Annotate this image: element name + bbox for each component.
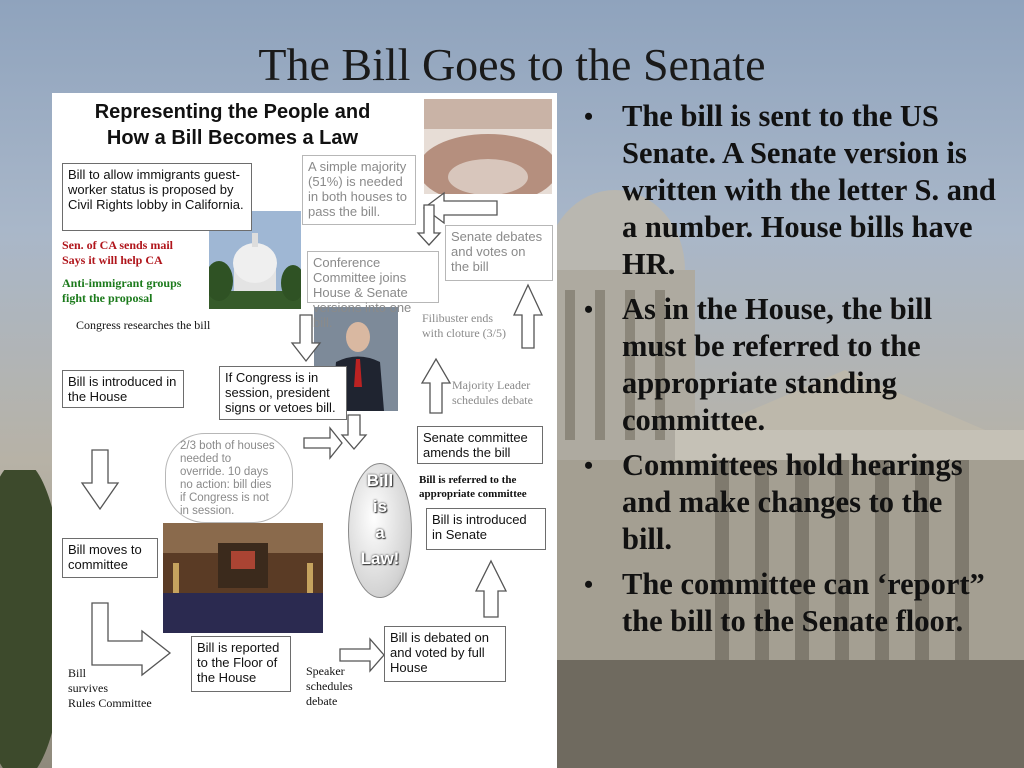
arrow-left-majority (424, 193, 497, 223)
note-majority-leader-line-2: schedules debate (452, 393, 533, 407)
note-majority-leader-line-1: Majority Leader (452, 378, 531, 392)
box-veto-override: 2/3 both of houses needed to override. 10 days no action: bill dies if Congress is not in session. (165, 433, 293, 523)
bullet-text: The bill is sent to the US Senate. A Senate version is written with the letter S. and a number. House bills have HR. (622, 99, 996, 281)
box-conference-committee: Conference Committee joins House & Senate versions into one bill. (307, 251, 439, 303)
bullet-text: As in the House, the bill must be referred to the appropriate standing committee. (622, 292, 933, 437)
bullet-dot: • (584, 102, 594, 131)
law-word-2: is (372, 497, 388, 516)
note-filibuster (422, 311, 506, 341)
box-reported-floor: Bill is reported to the Floor of the House (191, 636, 291, 692)
box-introduced-house: Bill is introduced in the House (62, 370, 184, 408)
note-referred-line-2: appropriate committee (419, 488, 527, 500)
note-anti-immigrant-line-2: fight the proposal (62, 291, 153, 305)
box-moves-committee: Bill moves to committee (62, 538, 158, 578)
box-senate-debates: Senate debates and votes on the bill (445, 225, 553, 281)
arrow-bent-reported (92, 603, 170, 675)
note-referred-committee (419, 473, 527, 501)
arrow-up-majority (422, 359, 450, 413)
note-rules-line-3: Rules Committee (68, 696, 152, 710)
bullet-item (578, 98, 998, 283)
bullet-item (578, 447, 998, 558)
box-immigrants-proposal: Bill to allow immigrants guest-worker status is proposed by Civil Rights lobby in California. (62, 163, 252, 231)
note-speaker-schedules (306, 664, 353, 709)
box-senate-committee-amends: Senate committee amends the bill (417, 426, 543, 464)
note-filibuster-line-2: with cloture (3/5) (422, 326, 506, 340)
arrow-up-senate (476, 561, 506, 617)
law-word-3: a (375, 523, 385, 542)
bullet-text: Committees hold hearings and make changes to the bill. (622, 448, 963, 556)
arrow-up-filibuster (514, 285, 542, 348)
bullet-item (578, 291, 998, 439)
senate-bullet-list (578, 98, 998, 648)
box-debated-voted: Bill is debated on and voted by full House (384, 626, 506, 682)
note-speaker-line-2: schedules (306, 679, 353, 693)
law-word-1: Bill (366, 471, 394, 490)
note-referred-line-1: Bill is referred to the (419, 474, 517, 486)
note-congress-research: Congress researches the bill (76, 318, 211, 332)
bullet-dot: • (584, 451, 594, 480)
note-anti-immigrant-line-1: Anti-immigrant groups (62, 276, 182, 290)
arrow-down-law (342, 415, 366, 449)
bill-process-diagram (52, 93, 557, 768)
note-senator-mail (62, 238, 173, 268)
diagram-title-line-1: Representing the People and (94, 101, 371, 123)
note-majority-leader (452, 378, 533, 408)
box-simple-majority: A simple majority (51%) is needed in both houses to pass the bill. (302, 155, 416, 225)
bullet-item (578, 566, 998, 640)
arrow-down-house (82, 450, 118, 509)
slide-title: The Bill Goes to the Senate (258, 39, 766, 90)
box-introduced-senate: Bill is introduced in Senate (426, 508, 546, 550)
tree-background (0, 470, 52, 768)
note-rules-line-1: Bill (68, 666, 87, 680)
note-anti-immigrant (62, 276, 181, 306)
note-rules-committee (68, 666, 152, 711)
law-word-4: Law! (360, 549, 400, 568)
note-speaker-line-1: Speaker (306, 664, 345, 678)
bullet-dot: • (584, 570, 594, 599)
note-senator-mail-line-1: Sen. of CA sends mail (62, 238, 174, 252)
bullet-dot: • (584, 295, 594, 324)
box-president-signs: If Congress is in session, president signs or vetoes bill. (219, 366, 347, 420)
note-speaker-line-3: debate (306, 694, 338, 708)
bill-is-law-badge (348, 463, 412, 598)
bullet-text: The committee can ‘report” the bill to the Senate floor. (622, 567, 985, 638)
note-filibuster-line-1: Filibuster ends (422, 311, 493, 325)
note-senator-mail-line-2: Says it will help CA (62, 253, 163, 267)
arrow-bent-override (304, 428, 342, 458)
note-rules-line-2: survives (68, 681, 108, 695)
diagram-title-line-2: How a Bill Becomes a Law (106, 127, 359, 149)
